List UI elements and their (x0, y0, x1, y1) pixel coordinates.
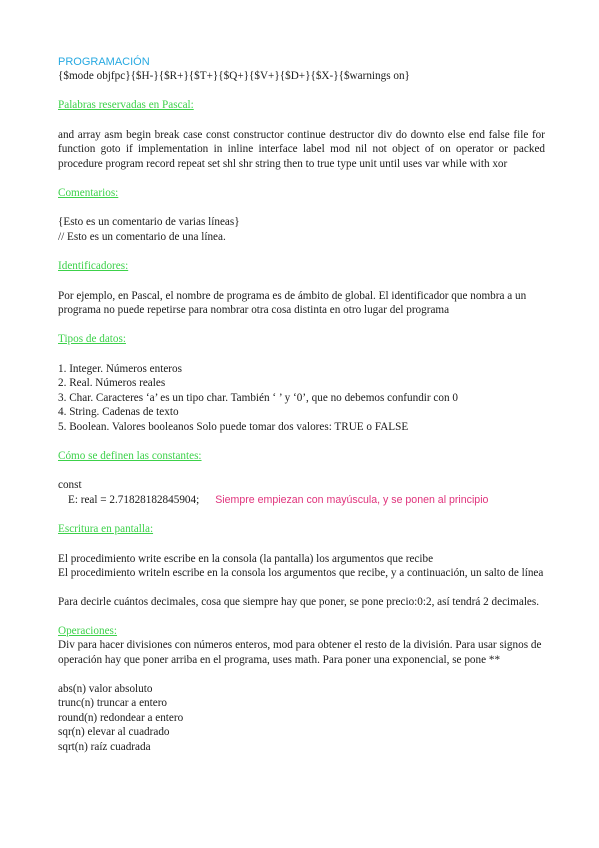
list-item: 4. String. Cadenas de texto (58, 406, 179, 419)
const-note: Siempre empiezan con mayúscula, y se ponen al principio (215, 493, 489, 506)
heading-reserved-words: Palabras reservadas en Pascal: (58, 99, 194, 112)
output-line: El procedimiento writeln escribe en la consola los argumentos que recibe, y a continuación, un salto de línea (58, 566, 544, 579)
const-example: E: real = 2.71828182845904; (68, 493, 200, 506)
const-example-line (58, 493, 545, 507)
const-keyword: const (58, 479, 82, 492)
compiler-directives: {$mode objfpc}{$H-}{$R+}{$T+}{$Q+}{$V+}{$D+}{$X-}{$warnings on} (58, 70, 410, 82)
list-item: 3. Char. Caracteres ‘a’ es un tipo char. También ‘ ’ y ‘0’, que no debemos confundir con 0 (58, 391, 458, 404)
heading-screen-output: Escritura en pantalla: (58, 523, 154, 536)
list-item: 1. Integer. Números enteros (58, 362, 182, 375)
decimals-text: Para decirle cuántos decimales, cosa que siempre hay que poner, se pone precio:0:2, así tendrá 2 decimales. (58, 596, 540, 609)
list-item: sqr(n) elevar al cuadrado (58, 726, 170, 739)
heading-operations: Operaciones: (58, 624, 118, 637)
functions-list (58, 682, 545, 754)
list-item: sqrt(n) raíz cuadrada (58, 740, 151, 753)
heading-data-types: Tipos de datos: (58, 333, 126, 346)
heading-comments: Comentarios: (58, 187, 119, 200)
identifiers-text: Por ejemplo, en Pascal, el nombre de programa es de ámbito de global. El identificador que nombra a un programa no puede repetirse para nombrar otra cosa distinta en otro lugar del programa (58, 289, 527, 317)
data-types-list (58, 362, 545, 434)
list-item: abs(n) valor absoluto (58, 682, 153, 695)
list-item: 5. Boolean. Valores booleanos Solo puede tomar dos valores: TRUE o FALSE (58, 420, 409, 433)
reserved-words-text: and array asm begin break case const constructor continue destructor div do downto else end false file for function goto if implementation in inline interface label mod nil not object of on operator or packed procedure program record repeat set shl shr string then to true type unit until uses var while with xor (58, 128, 545, 170)
heading-constants: Cómo se definen las constantes: (58, 449, 202, 462)
list-item: 2. Real. Números reales (58, 377, 166, 390)
list-item: round(n) redondear a entero (58, 711, 184, 724)
heading-identifiers: Identificadores: (58, 260, 129, 273)
comment-line: // Esto es un comentario de una línea. (58, 230, 226, 243)
operations-text: Div para hacer divisiones con números enteros, mod para obtener el resto de la división. Para usar signos de operación hay que poner arriba en el programa, uses math. Para poner una exponencial, se pone ** (58, 639, 542, 666)
output-line: El procedimiento write escribe en la consola (la pantalla) los argumentos que recibe (58, 552, 434, 565)
list-item: trunc(n) truncar a entero (58, 697, 168, 710)
document-title: PROGRAMACIÓN (58, 56, 150, 68)
comment-line: {Esto es un comentario de varias líneas} (58, 216, 240, 229)
